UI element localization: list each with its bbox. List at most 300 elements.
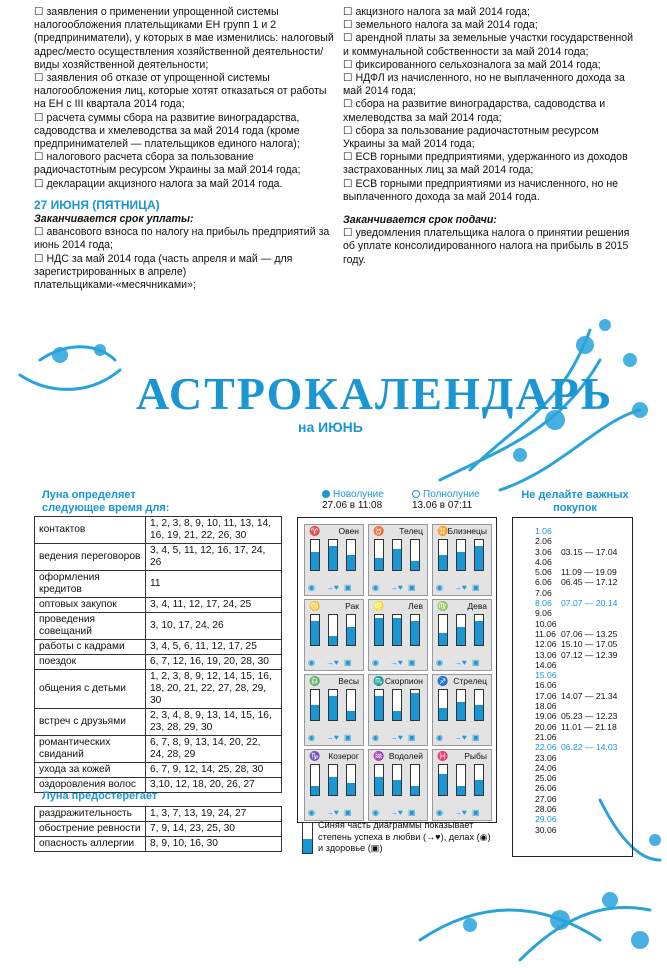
- zodiac-glyph-icon: ♓: [437, 751, 449, 761]
- shopping-row: [535, 773, 632, 783]
- love-icon: →♥: [326, 583, 339, 592]
- love-icon: →♥: [326, 658, 339, 667]
- shopping-day: 8.06: [535, 598, 552, 609]
- list-item: ☐ сбора за пользование радиочастотным ресурсом Украины за май 2014 года;: [343, 125, 639, 151]
- favors-table: [34, 516, 282, 793]
- zodiac-grid: [297, 517, 497, 823]
- left-items-list: [34, 6, 334, 191]
- new-moon-legend: [322, 489, 384, 511]
- shopping-day: 21.06: [535, 731, 557, 742]
- zodiac-bar: [346, 539, 356, 571]
- zodiac-legend: [302, 820, 492, 855]
- shopping-row: [535, 794, 632, 804]
- zodiac-cell: [432, 749, 492, 821]
- list-item: ☐ сбора на развитие виноградарства, садоводства и хмелеводства за май 2014 года;: [343, 98, 639, 124]
- shopping-row: [535, 804, 632, 814]
- shopping-row: [535, 629, 632, 639]
- zodiac-bar-fill: [311, 705, 319, 720]
- shopping-day: 26.06: [535, 783, 557, 794]
- activity-days: 6, 7, 8, 9, 13, 14, 20, 22, 24, 28, 29: [146, 736, 282, 763]
- shopping-day: 7.06: [535, 587, 552, 598]
- activity-days: 1, 3, 7, 13, 19, 24, 27: [146, 807, 282, 822]
- zodiac-cell: [432, 599, 492, 671]
- zodiac-bar: [374, 539, 384, 571]
- activity-name: контактов: [35, 517, 146, 544]
- table-row: [35, 763, 282, 778]
- warns-table: [34, 806, 282, 852]
- right-text-column: [343, 6, 639, 267]
- zodiac-bar-fill: [475, 780, 483, 795]
- zodiac-cell: [368, 674, 428, 746]
- shopping-row: [535, 547, 632, 557]
- zodiac-cell: [432, 524, 492, 596]
- astro-title: АСТРОКАЛЕНДАРЬ: [136, 368, 614, 419]
- zodiac-bar-fill: [439, 633, 447, 645]
- zodiac-bar-fill: [439, 555, 447, 570]
- health-icon: ▣: [472, 808, 480, 817]
- love-icon: →♥: [454, 733, 467, 742]
- zodiac-bar: [474, 689, 484, 721]
- zodiac-bar-fill: [457, 552, 465, 570]
- activity-days: 6, 7, 9, 12, 14, 25, 28, 30: [146, 763, 282, 778]
- activity-days: 7, 9, 14, 23, 25, 30: [146, 822, 282, 837]
- activity-name: общения с детьми: [35, 670, 146, 709]
- zodiac-bar-fill: [375, 618, 383, 645]
- zodiac-bar: [410, 689, 420, 721]
- love-icon: →♥: [454, 658, 467, 667]
- shopping-row: [535, 722, 632, 732]
- zodiac-bar-fill: [411, 621, 419, 645]
- table-row: [35, 517, 282, 544]
- shopping-row: [535, 608, 632, 618]
- shopping-row: [535, 691, 632, 701]
- zodiac-bar: [438, 614, 448, 646]
- shopping-day: 20.06: [535, 721, 557, 732]
- shopping-day: 18.06: [535, 701, 557, 712]
- zodiac-bar-fill: [393, 711, 401, 720]
- astro-subtitle: на ИЮНЬ: [298, 419, 363, 435]
- activity-name: встреч с друзьями: [35, 709, 146, 736]
- activity-name: ухода за кожей: [35, 763, 146, 778]
- zodiac-bar: [456, 614, 466, 646]
- shopping-row: [535, 670, 632, 680]
- zodiac-bar-fill: [475, 705, 483, 720]
- zodiac-bar-fill: [375, 558, 383, 570]
- shopping-row: [535, 619, 632, 629]
- shopping-day: 11.06: [535, 628, 556, 639]
- table-row: [35, 598, 282, 613]
- zodiac-bar: [328, 614, 338, 646]
- zodiac-bar: [310, 689, 320, 721]
- moon-favors-heading: Луна определяет следующее время для:: [42, 489, 170, 514]
- zodiac-bar: [392, 764, 402, 796]
- shopping-row: [535, 825, 632, 835]
- activity-days: 1, 2, 3, 8, 9, 12, 14, 15, 16, 18, 20, 21, 22, 27, 28, 29, 30: [146, 670, 282, 709]
- zodiac-bar-fill: [311, 786, 319, 795]
- shopping-row: [535, 701, 632, 711]
- zodiac-bar: [456, 764, 466, 796]
- love-icon: →♥: [390, 658, 403, 667]
- full-moon-label: Полнолуние: [423, 489, 480, 500]
- right-items-list: [343, 6, 639, 204]
- table-row: [35, 655, 282, 670]
- zodiac-bar-fill: [375, 696, 383, 720]
- activity-days: 3, 4, 5, 6, 11, 12, 17, 25: [146, 640, 282, 655]
- zodiac-name: Рыбы: [464, 751, 487, 761]
- shopping-row: [535, 783, 632, 793]
- shopping-row: [535, 742, 632, 752]
- zodiac-bar-fill: [347, 555, 355, 570]
- zodiac-cell: [304, 599, 364, 671]
- shopping-time: 07.06 — 13.25: [561, 628, 618, 639]
- shopping-row: [535, 536, 632, 546]
- health-icon: ▣: [344, 658, 352, 667]
- zodiac-bar: [392, 689, 402, 721]
- zodiac-bar: [410, 614, 420, 646]
- business-icon: ◉: [372, 658, 379, 667]
- shopping-day: 17.06: [535, 690, 557, 701]
- shopping-row: [535, 639, 632, 649]
- list-item: ☐ ЕСВ горными предприятиями из начисленного, но не выплаченного дохода за май 2014 года.: [343, 178, 639, 204]
- shopping-day: 4.06: [535, 556, 552, 567]
- shopping-row: [535, 567, 632, 577]
- zodiac-bar-fill: [311, 552, 319, 570]
- zodiac-bar: [474, 539, 484, 571]
- zodiac-bar-fill: [439, 708, 447, 720]
- activity-days: 8, 9, 10, 16, 30: [146, 837, 282, 852]
- shopping-day: 3.06: [535, 546, 552, 557]
- table-row: [35, 822, 282, 837]
- shopping-day: 1.06: [535, 526, 552, 536]
- shopping-time: 03.15 — 17.04: [561, 546, 618, 557]
- activity-days: 3, 10, 17, 24, 26: [146, 613, 282, 640]
- table-row: [35, 807, 282, 822]
- zodiac-glyph-icon: ♌: [373, 601, 385, 611]
- zodiac-name: Стрелец: [453, 676, 487, 686]
- zodiac-bar: [346, 764, 356, 796]
- zodiac-glyph-icon: ♈: [309, 526, 321, 536]
- zodiac-bar: [438, 764, 448, 796]
- deadline-label-submit: Заканчивается срок подачи:: [343, 214, 497, 227]
- shopping-time: 11.09 — 19.09: [561, 567, 617, 578]
- zodiac-cell: [304, 524, 364, 596]
- love-icon: →♥: [390, 808, 403, 817]
- activity-days: 6, 7, 12, 16, 19, 20, 28, 30: [146, 655, 282, 670]
- table-row: [35, 613, 282, 640]
- list-item: ☐ налогового расчета сбора за пользование радиочастотным ресурсом Украины за май 2014 года;: [34, 151, 334, 177]
- activity-days: 2, 3, 4, 8, 9, 13, 14, 15, 16, 23, 28, 29, 30: [146, 709, 282, 736]
- business-icon: ◉: [308, 808, 315, 817]
- zodiac-bar-fill: [347, 783, 355, 795]
- love-icon: →♥: [326, 808, 339, 817]
- zodiac-bar: [328, 539, 338, 571]
- zodiac-glyph-icon: ♒: [373, 751, 385, 761]
- business-icon: ◉: [372, 583, 379, 592]
- shopping-row: [535, 557, 632, 567]
- zodiac-cell: [368, 749, 428, 821]
- love-icon: →♥: [454, 583, 467, 592]
- list-item: ☐ акцизного налога за май 2014 года;: [343, 6, 639, 19]
- shopping-day: 24.06: [535, 762, 557, 773]
- business-icon: ◉: [308, 658, 315, 667]
- zodiac-bar: [328, 764, 338, 796]
- zodiac-bar-fill: [347, 627, 355, 645]
- activity-name: оздоровления волос: [35, 778, 146, 793]
- love-icon: →♥: [454, 808, 467, 817]
- shopping-day: 12.06: [535, 639, 557, 650]
- zodiac-bar: [328, 689, 338, 721]
- shopping-day: 30.06: [535, 824, 557, 835]
- activity-name: оформления кредитов: [35, 571, 146, 598]
- zodiac-glyph-icon: ♊: [437, 526, 449, 536]
- activity-days: 11: [146, 571, 282, 598]
- shopping-day: 27.06: [535, 793, 557, 804]
- business-icon: ◉: [436, 808, 443, 817]
- zodiac-bar-fill: [457, 786, 465, 795]
- zodiac-bar-fill: [329, 636, 337, 645]
- business-icon: ◉: [372, 808, 379, 817]
- zodiac-name: Лев: [408, 601, 423, 611]
- zodiac-bar: [346, 614, 356, 646]
- health-icon: ▣: [472, 658, 480, 667]
- zodiac-name: Скорпион: [384, 676, 423, 686]
- zodiac-bar: [374, 689, 384, 721]
- shopping-day: 29.06: [535, 814, 557, 825]
- table-row: [35, 837, 282, 852]
- zodiac-name: Весы: [338, 676, 359, 686]
- health-icon: ▣: [472, 733, 480, 742]
- zodiac-bar: [474, 614, 484, 646]
- zodiac-bar-fill: [311, 621, 319, 645]
- zodiac-bar-fill: [475, 546, 483, 570]
- zodiac-bar-fill: [457, 702, 465, 720]
- shopping-day: 22.06: [535, 742, 557, 753]
- shopping-row: [535, 763, 632, 773]
- zodiac-bar-fill: [393, 780, 401, 795]
- zodiac-glyph-icon: ♋: [309, 601, 321, 611]
- love-icon: →♥: [326, 733, 339, 742]
- shopping-time: 05.23 — 12.23: [561, 711, 618, 722]
- shopping-day: 16.06: [535, 680, 557, 691]
- activity-days: 3,10, 12, 18, 20, 26, 27: [146, 778, 282, 793]
- activity-name: оптовых закупок: [35, 598, 146, 613]
- zodiac-bar: [474, 764, 484, 796]
- health-icon: ▣: [408, 808, 416, 817]
- table-row: [35, 571, 282, 598]
- zodiac-bar-fill: [393, 549, 401, 570]
- business-icon: ◉: [436, 658, 443, 667]
- new-moon-value: 27.06 в 11:08: [322, 500, 383, 511]
- zodiac-legend-text: Синяя часть диаграммы показывает степень успеха в любви (→♥), делах (◉) и здоровье (▣): [318, 820, 491, 853]
- zodiac-bar-fill: [411, 693, 419, 720]
- table-row: [35, 640, 282, 655]
- zodiac-bar-fill: [411, 561, 419, 570]
- zodiac-bar: [456, 539, 466, 571]
- zodiac-bar-fill: [329, 546, 337, 570]
- list-item: ☐ заявления об отказе от упрощенной системы налогообложения лиц, которые хотят отказаться от работы на ЕН с III квартала 2014 года;: [34, 72, 334, 112]
- list-item: ☐ фиксированного сельхозналога за май 2014 года;: [343, 59, 639, 72]
- zodiac-bar: [374, 764, 384, 796]
- zodiac-bar: [346, 689, 356, 721]
- shopping-row: [535, 814, 632, 824]
- zodiac-glyph-icon: ♍: [437, 601, 449, 611]
- list-item: ☐ НДС за май 2014 года (часть апреля и май — для зарегистрированных в апреле) плательщиками-«месячниками»;: [34, 253, 334, 293]
- zodiac-bar: [374, 614, 384, 646]
- shopping-day: 23.06: [535, 752, 557, 763]
- business-icon: ◉: [436, 733, 443, 742]
- health-icon: ▣: [472, 583, 480, 592]
- list-item: ☐ арендной платы за земельные участки государственной и коммунальной собственности за май 2014 года;: [343, 32, 639, 58]
- zodiac-cell: [432, 674, 492, 746]
- zodiac-name: Рак: [345, 601, 359, 611]
- table-row: [35, 736, 282, 763]
- health-icon: ▣: [344, 808, 352, 817]
- zodiac-cell: [368, 599, 428, 671]
- zodiac-bar: [392, 539, 402, 571]
- shopping-time: 06.45 — 17.12: [561, 577, 618, 588]
- zodiac-bar-fill: [439, 774, 447, 795]
- shopping-heading: Не делайте важных покупок: [521, 489, 629, 514]
- zodiac-bar: [438, 539, 448, 571]
- activity-days: 1, 2, 3, 8, 9, 10, 11, 13, 14, 16, 19, 21, 22, 26, 30: [146, 517, 282, 544]
- new-moon-label: Новолуние: [333, 489, 384, 500]
- table-row: [35, 670, 282, 709]
- new-moon-icon: [322, 490, 330, 498]
- zodiac-bar-fill: [475, 621, 483, 645]
- shopping-row: [535, 732, 632, 742]
- activity-name: ведения переговоров: [35, 544, 146, 571]
- activity-days: 3, 4, 5, 11, 12, 16, 17, 24, 26: [146, 544, 282, 571]
- shopping-row: [535, 598, 632, 608]
- activity-name: раздражительность: [35, 807, 146, 822]
- activity-name: опасность аллергии: [35, 837, 146, 852]
- zodiac-bar: [310, 539, 320, 571]
- shopping-day: 5.06: [535, 567, 552, 578]
- shopping-row: [535, 650, 632, 660]
- zodiac-cell: [304, 749, 364, 821]
- zodiac-glyph-icon: ♉: [373, 526, 385, 536]
- shopping-time: 06.22 — 14.03: [561, 742, 618, 753]
- list-item: ☐ заявления о применении упрощенной системы налогообложения плательщиками ЕН групп 1 и 2 (предприниматели), у которых в мае изменились: налоговый адрес/место осуществления хозяйственной деятельности/виды хозяйственной деятельности;: [34, 6, 334, 72]
- shopping-day: 6.06: [535, 577, 552, 588]
- zodiac-cell: [304, 674, 364, 746]
- zodiac-name: Телец: [399, 526, 423, 536]
- full-moon-legend: [412, 489, 480, 511]
- zodiac-name: Дева: [467, 601, 487, 611]
- list-item: ☐ уведомления плательщика налога о принятии решения об уплате консолидированного налога на прибыль в 2015 году.: [343, 227, 639, 267]
- zodiac-bar-fill: [411, 786, 419, 795]
- shopping-row: [535, 588, 632, 598]
- health-icon: ▣: [344, 733, 352, 742]
- list-item: ☐ декларации акцизного налога за май 2014 года.: [34, 178, 334, 191]
- zodiac-bar-fill: [393, 618, 401, 645]
- left-text-column: [34, 6, 334, 292]
- full-moon-value: 13.06 в 07:11: [412, 500, 473, 511]
- zodiac-bar-fill: [329, 696, 337, 720]
- business-icon: ◉: [308, 733, 315, 742]
- health-icon: ▣: [344, 583, 352, 592]
- zodiac-name: Водолей: [388, 751, 423, 761]
- zodiac-bar: [310, 614, 320, 646]
- list-item: ☐ НДФЛ из начисленного, но не выплаченного дохода за май 2014 года;: [343, 72, 639, 98]
- zodiac-glyph-icon: ♑: [309, 751, 321, 761]
- zodiac-bar: [310, 764, 320, 796]
- shopping-time: 15.10 — 17.05: [561, 639, 618, 650]
- moon-warns-heading: Луна предостерегает: [42, 790, 158, 802]
- zodiac-name: Овен: [338, 526, 359, 536]
- zodiac-bar-fill: [457, 627, 465, 645]
- shopping-time: 11.01 — 21.18: [561, 721, 617, 732]
- shopping-time: 07.12 — 12.39: [561, 649, 618, 660]
- zodiac-bar: [410, 539, 420, 571]
- love-icon: →♥: [390, 583, 403, 592]
- activity-name: работы с кадрами: [35, 640, 146, 655]
- activity-name: романтических свиданий: [35, 736, 146, 763]
- payment-items-list: [34, 226, 334, 292]
- health-icon: ▣: [408, 583, 416, 592]
- zodiac-cell: [368, 524, 428, 596]
- business-icon: ◉: [308, 583, 315, 592]
- zodiac-bar-fill: [375, 777, 383, 795]
- shopping-day: 28.06: [535, 804, 557, 815]
- zodiac-bar: [410, 764, 420, 796]
- zodiac-bar: [438, 689, 448, 721]
- deadline-label-payment: Заканчивается срок уплаты:: [34, 213, 194, 226]
- list-item: ☐ авансового взноса по налогу на прибыль предприятий за июнь 2014 года;: [34, 226, 334, 252]
- shopping-list: [512, 517, 633, 857]
- zodiac-bar-fill: [347, 711, 355, 720]
- zodiac-name: Козерог: [328, 751, 359, 761]
- shopping-row: [535, 753, 632, 763]
- shopping-day: 10.06: [535, 618, 557, 629]
- shopping-row: [535, 660, 632, 670]
- shopping-row: [535, 711, 632, 721]
- business-icon: ◉: [436, 583, 443, 592]
- shopping-time: 07.07 — 20.14: [561, 598, 618, 609]
- shopping-row: [535, 577, 632, 587]
- full-moon-icon: [412, 490, 420, 498]
- legend-bar-icon: [302, 822, 313, 854]
- shopping-day: 15.06: [535, 670, 557, 681]
- activity-name: поездок: [35, 655, 146, 670]
- activity-days: 3, 4, 11, 12, 17, 24, 25: [146, 598, 282, 613]
- activity-name: обострение ревности: [35, 822, 146, 837]
- love-icon: →♥: [390, 733, 403, 742]
- list-item: ☐ ЕСВ горными предприятиями, удержанного из доходов застрахованных лиц за май 2014 года;: [343, 151, 639, 177]
- submit-items-list: [343, 227, 639, 267]
- list-item: ☐ земельного налога за май 2014 года;: [343, 19, 639, 32]
- business-icon: ◉: [372, 733, 379, 742]
- shopping-time: 14.07 — 21.34: [561, 690, 618, 701]
- zodiac-bar: [456, 689, 466, 721]
- shopping-day: 19.06: [535, 711, 557, 722]
- table-row: [35, 544, 282, 571]
- table-row: [35, 709, 282, 736]
- shopping-row: [535, 526, 632, 536]
- zodiac-glyph-icon: ♎: [309, 676, 321, 686]
- zodiac-bar: [392, 614, 402, 646]
- zodiac-name: Близнецы: [447, 526, 487, 536]
- date-heading: 27 ИЮНЯ (ПЯТНИЦА): [34, 197, 160, 212]
- shopping-row: [535, 680, 632, 690]
- health-icon: ▣: [408, 733, 416, 742]
- shopping-day: 14.06: [535, 659, 557, 670]
- shopping-day: 9.06: [535, 608, 552, 619]
- activity-name: проведения совещаний: [35, 613, 146, 640]
- zodiac-bar-fill: [329, 777, 337, 795]
- shopping-day: 13.06: [535, 649, 557, 660]
- zodiac-glyph-icon: ♐: [437, 676, 449, 686]
